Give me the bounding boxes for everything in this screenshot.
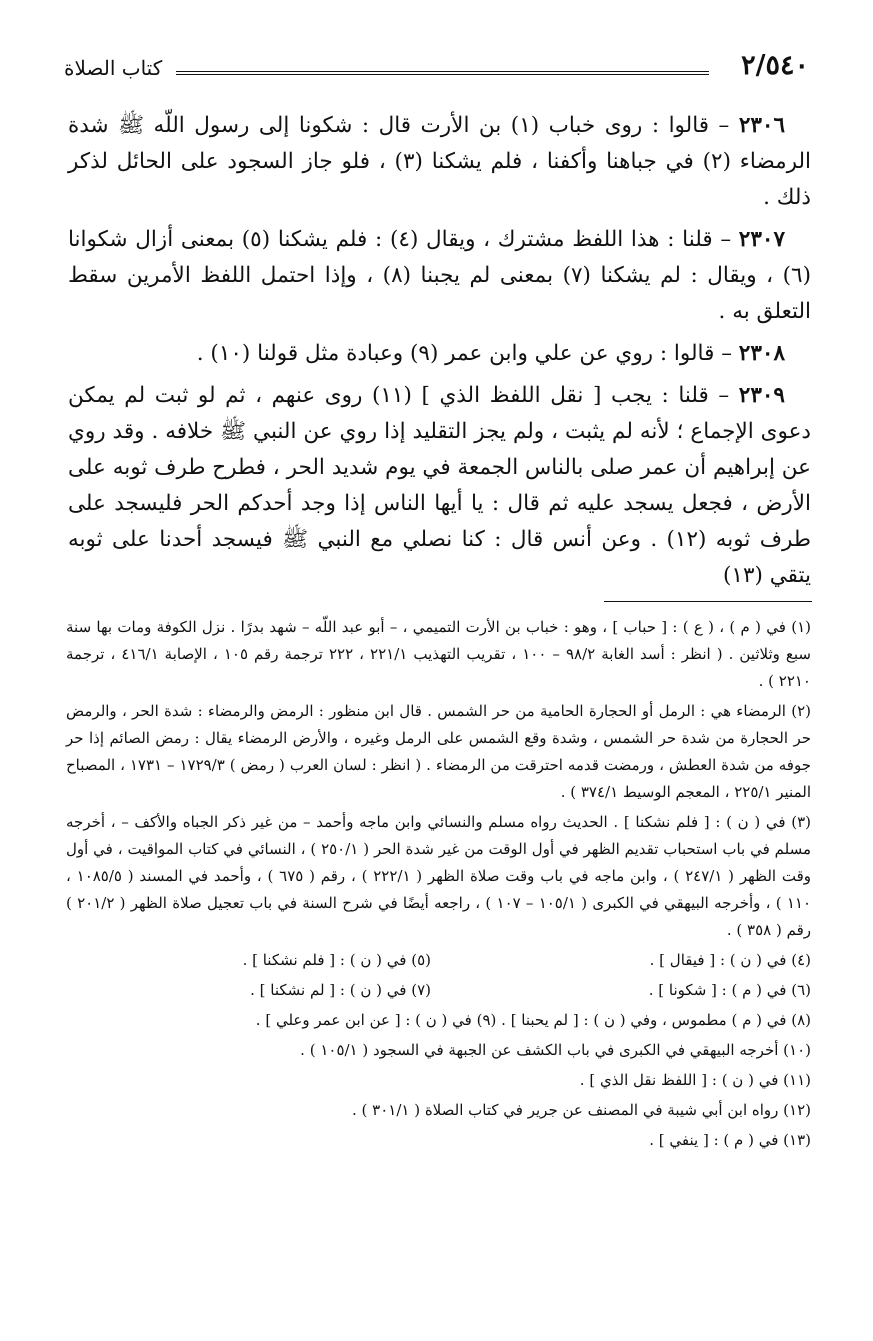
paragraph-text: – قالوا : روى خباب (١) بن الأرت قال : شكونا إلى رسول اللّه ﷺ شدة الرمضاء (٢) في جباهنا وأكفنا ، فلم يشكنا (٣) ، فلو جاز السجود على الحائل لذكر ذلك . [68, 113, 811, 210]
footnote-12: (١٢) رواه ابن أبي شيبة في المصنف عن جرير في كتاب الصلاة ( ٣٠١/١ ) . [352, 1101, 811, 1119]
main-text [68, 108, 811, 594]
footnote-3: (٣) في ( ن ) : [ فلم نشكنا ] . الحديث رواه مسلم والنسائي وابن ماجه وأحمد – من غير ذكر الجباه والأكف – ، أخرجه مسلم في باب استحباب تقديم الظهر في أول الوقت من غير شدة الحر ( ٢٥٠/١ ) ، النسائي في كتاب المواقيت ، في أول وقت الظهر ( ٢٤٧/١ ) ، وابن ماجه في باب وقت صلاة الظهر ( ٢٢٢/١ ) ، رقم ( ٦٧٥ ) ، وأحمد في المسند ( ١٠٨٥/٥ ، ١١٠ ) ، وأخرجه البيهقي في الكبرى ( ١٠٥/١ – ١٠٧ ) ، راجعه أيضًا في شرح السنة في باب تعجيل صلاة الظهر ( ٢٠١/٢ ) رقم ( ٣٥٨ ) . [66, 813, 811, 939]
footnote-1: (١) في ( م ) ، ( ع ) : [ حباب ] ، وهو : خباب بن الأرت التميمي ، – أبو عبد اللّه – شهد بدرًا . نزل الكوفة ومات بها سنة سبع وثلاثين . ( انظر : أسد الغابة ٩٨/٢ – ١٠٠ ، تقريب التهذيب ٢٢١/١ ، ٢٢٢ ترجمة رقم ١٠٥ ، الإصابة ٤١٦/١ ، ترجمة ٢٢١٠ ) . [66, 618, 811, 690]
paragraph-text: – قلنا : يجب [ نقل اللفظ الذي ] (١١) روى عنهم ، ثم لو ثبت لم يمكن دعوى الإجماع ؛ لأنه لم يثبت ، ولم يجز التقليد إذا روي عن النبي ﷺ خلافه . وقد روي عن إبراهيم أن عمر صلى بالناس الجمعة في يوم شديد الحر ، فطرح طرف ثوبه على الأرض ، فجعل يسجد عليه ثم قال : يا أيها الناس إذا وجد أحدكم الحر فليسجد على طرف ثوبه (١٢) . وعن أنس قال : كنا نصلي مع النبي ﷺ فيسجد أحدنا على ثوبه يتقي (١٣) [68, 383, 811, 588]
paragraph-2309 [68, 378, 811, 594]
paragraph-2306 [68, 108, 811, 216]
footnote-13: (١٣) في ( م ) : [ ينفي ] . [649, 1131, 811, 1149]
paragraph-number: ٢٣٠٦ [738, 113, 786, 138]
footnotes [66, 614, 811, 1157]
paragraph-number: ٢٣٠٩ [738, 383, 785, 408]
footnote-2: (٢) الرمضاء هي : الرمل أو الحجارة الحامية من حر الشمس . قال ابن منظور : الرمض والرمضاء : شدة الحر ، والرمض حر الحجارة من شدة حر الشمس ، وشدة وقع الشمس على الرمل وغيره ، والأرض الرمضاء يقال : رمض الصائم إذا حر جوفه من شدة العطش ، ورمضت قدمه احترقت من الرمضاء . ( انظر : لسان العرب ( رمض ) ١٧٢٩/٣ – ١٧٣١ ، المصباح المنير ٢٢٥/١ ، المعجم الوسيط ٣٧٤/١ ) . [66, 702, 811, 801]
page-number: ٢/٥٤٠ [741, 50, 809, 81]
header-rule [176, 71, 709, 75]
book-title: كتاب الصلاة [64, 56, 163, 80]
footnote-5: (٥) في ( ن ) : [ فلم نشكنا ] . [242, 951, 431, 969]
footnote-11: (١١) في ( ن ) : [ اللفظ نقل الذي ] . [579, 1071, 811, 1089]
footnote-4: (٤) في ( ن ) : [ فيقال ] . [649, 951, 811, 969]
paragraph-2307 [68, 222, 811, 330]
paragraph-text: – قلنا : هذا اللفظ مشترك ، ويقال (٤) : فلم يشكنا (٥) بمعنى أزال شكوانا (٦) ، ويقال : لم يشكنا (٧) بمعنى لم يجبنا (٨) ، وإذا احتمل اللفظ الأمرين سقط التعلق به . [68, 227, 811, 324]
paragraph-number: ٢٣٠٨ [738, 341, 785, 366]
paragraph-text: – قالوا : روي عن علي وابن عمر (٩) وعبادة مثل قولنا (١٠) . [196, 341, 739, 366]
footnote-row-6-7 [66, 977, 811, 1004]
footnote-8-9: (٨) في ( م ) مطموس ، وفي ( ن ) : [ لم يحبنا ] . (٩) في ( ن ) : [ عن ابن عمر وعلي ] . [255, 1011, 811, 1029]
paragraph-2308 [68, 336, 811, 372]
footnote-6: (٦) في ( م ) : [ شكونا ] . [648, 981, 811, 999]
paragraph-number: ٢٣٠٧ [738, 227, 785, 252]
footnote-row-4-5 [66, 947, 811, 974]
footnote-10: (١٠) أخرجه البيهقي في الكبرى في باب الكشف عن الجبهة في السجود ( ١٠٥/١ ) . [300, 1041, 811, 1059]
footnote-divider [604, 601, 812, 602]
footnote-7: (٧) في ( ن ) : [ لم نشكنا ] . [250, 981, 431, 999]
page-header [64, 50, 809, 90]
